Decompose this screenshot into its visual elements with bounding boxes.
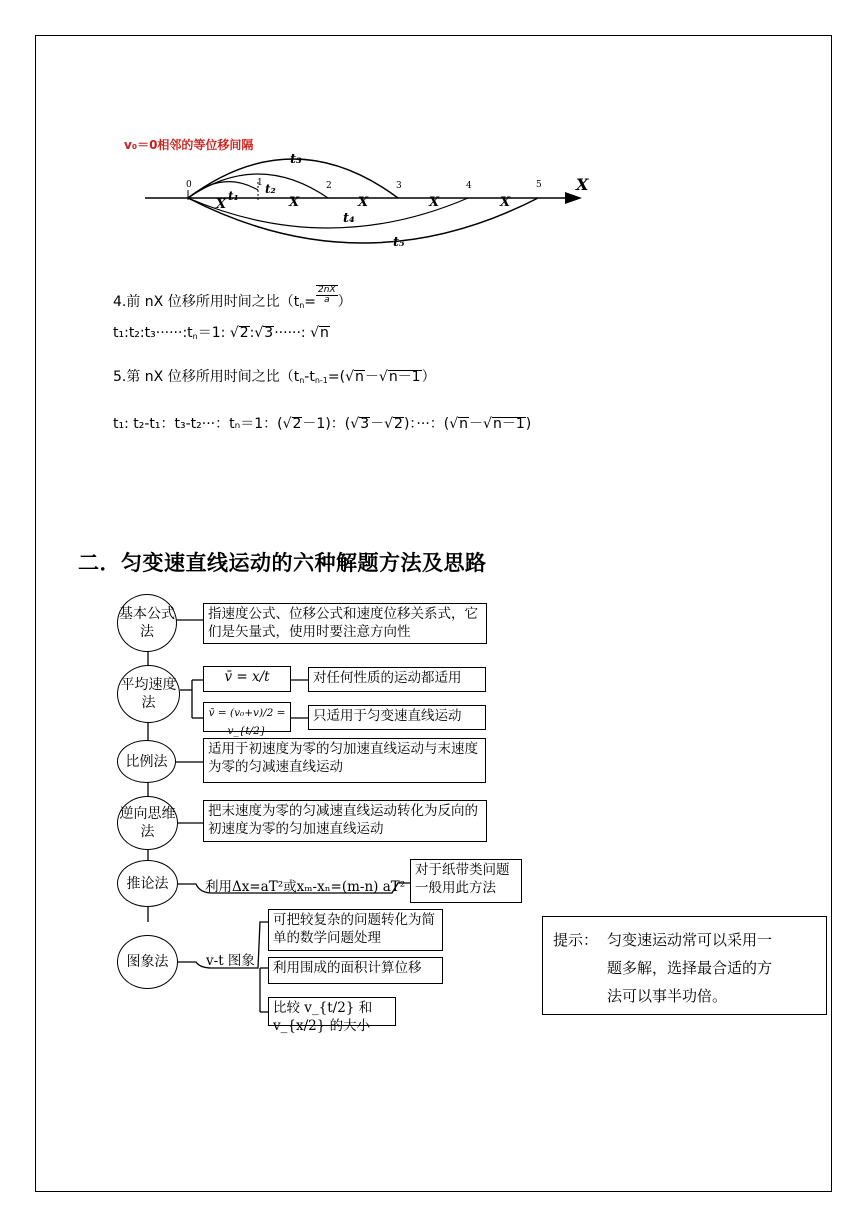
- segment-label: X: [216, 197, 227, 212]
- method-reverse-thinking-desc: 把末速度为零的匀减速直线运动转化为反向的初速度为零的匀加速直线运动: [203, 800, 487, 842]
- graph-branch-area: 利用围成的面积计算位移: [268, 957, 443, 984]
- segment-label: X: [358, 195, 369, 210]
- method-reverse-thinking: 逆向思维法: [117, 796, 178, 850]
- method-graph-vt: v-t 图象: [206, 953, 255, 969]
- method-basic-formula: 基本公式法: [117, 594, 177, 652]
- method-inference-note: 对于纸带类问题一般用此方法: [410, 859, 522, 903]
- tip-box: [542, 916, 827, 1015]
- sqrt-formula: $\frac{2nX}{a}$: [318, 285, 336, 305]
- time-label-t2: t₂: [265, 182, 276, 196]
- tip-label: 提示：: [553, 931, 599, 949]
- method-ratio-desc: 适用于初速度为零的匀加速直线运动与末速度为零的匀减速直线运动: [203, 738, 486, 783]
- tick-5: 5: [536, 180, 542, 190]
- tip-line-3: 法可以事半功倍。: [607, 987, 728, 1005]
- axis-label: X: [576, 175, 589, 194]
- time-label-t5: t₅: [393, 235, 405, 250]
- time-label-t1: t₁: [228, 189, 239, 203]
- method-ratio: 比例法: [117, 740, 176, 783]
- tip-line-2: 题多解，选择最合适的方: [607, 959, 773, 977]
- tip-line-1: 匀变速运动常可以采用一: [607, 931, 773, 949]
- time-label-t4: t₄: [343, 211, 355, 226]
- segment-label: X: [500, 195, 511, 210]
- method-basic-formula-desc: 指速度公式、位移公式和速度位移关系式，它们是矢量式，使用时要注意方向性: [203, 603, 487, 644]
- tick-3: 3: [396, 181, 402, 191]
- method-graph: 图象法: [117, 935, 178, 989]
- method-inference: 推论法: [117, 860, 178, 907]
- diagram-title: v₀＝0相邻的等位移间隔: [124, 138, 254, 152]
- graph-branch-compare: 比较 v_{t/2} 和 v_{x/2} 的大小: [268, 997, 396, 1026]
- formula-average-velocity: v̄ = x/t: [203, 666, 291, 692]
- desc-any-motion: 对任何性质的运动都适用: [308, 667, 486, 692]
- desc-uniform-accel-only: 只适用于匀变速直线运动: [308, 705, 486, 730]
- method-inference-formula: 利用Δx=aT²或xₘ-xₙ=(m-n) aT²: [205, 879, 406, 895]
- tick-1: 1: [257, 178, 263, 188]
- displacement-diagram: [140, 140, 600, 255]
- section5-ratio: t₁: t₂-t₁：t₃-t₂···：tₙ＝1：(√2－1)：(√3－√2)：···：(√n－√n－1): [113, 416, 532, 432]
- segment-label: X: [289, 195, 300, 210]
- tick-0: 0: [186, 180, 192, 190]
- tick-4: 4: [466, 181, 472, 191]
- formula-midtime-velocity: v̄ = (v₀+v)/2 = v_{t/2}: [203, 702, 291, 732]
- segment-label: X: [429, 195, 440, 210]
- tick-2: 2: [326, 181, 332, 191]
- method-average-velocity: 平均速度法: [117, 665, 180, 723]
- section5-heading: 5.第 nX 位移所用时间之比（$t_n-t_{n-1}=(√n-√n-1)$: [113, 369, 436, 385]
- section2-title: 二．匀变速直线运动的六种解题方法及思路: [78, 551, 487, 575]
- graph-branch-simplify: 可把较复杂的问题转化为简单的数学问题处理: [268, 909, 443, 951]
- section4-ratio: $t_1:t_2:t_3\cdot\cdot\cdot\cdot\cdot\cdot:t_n=1$: √2:√3······: √n: [113, 325, 329, 341]
- section4-heading: 4.前 nX 位移所用时间之比（$t_n=$ $\frac{2nX}{a}$ ）: [113, 285, 352, 310]
- time-label-t3: t₃: [290, 152, 302, 167]
